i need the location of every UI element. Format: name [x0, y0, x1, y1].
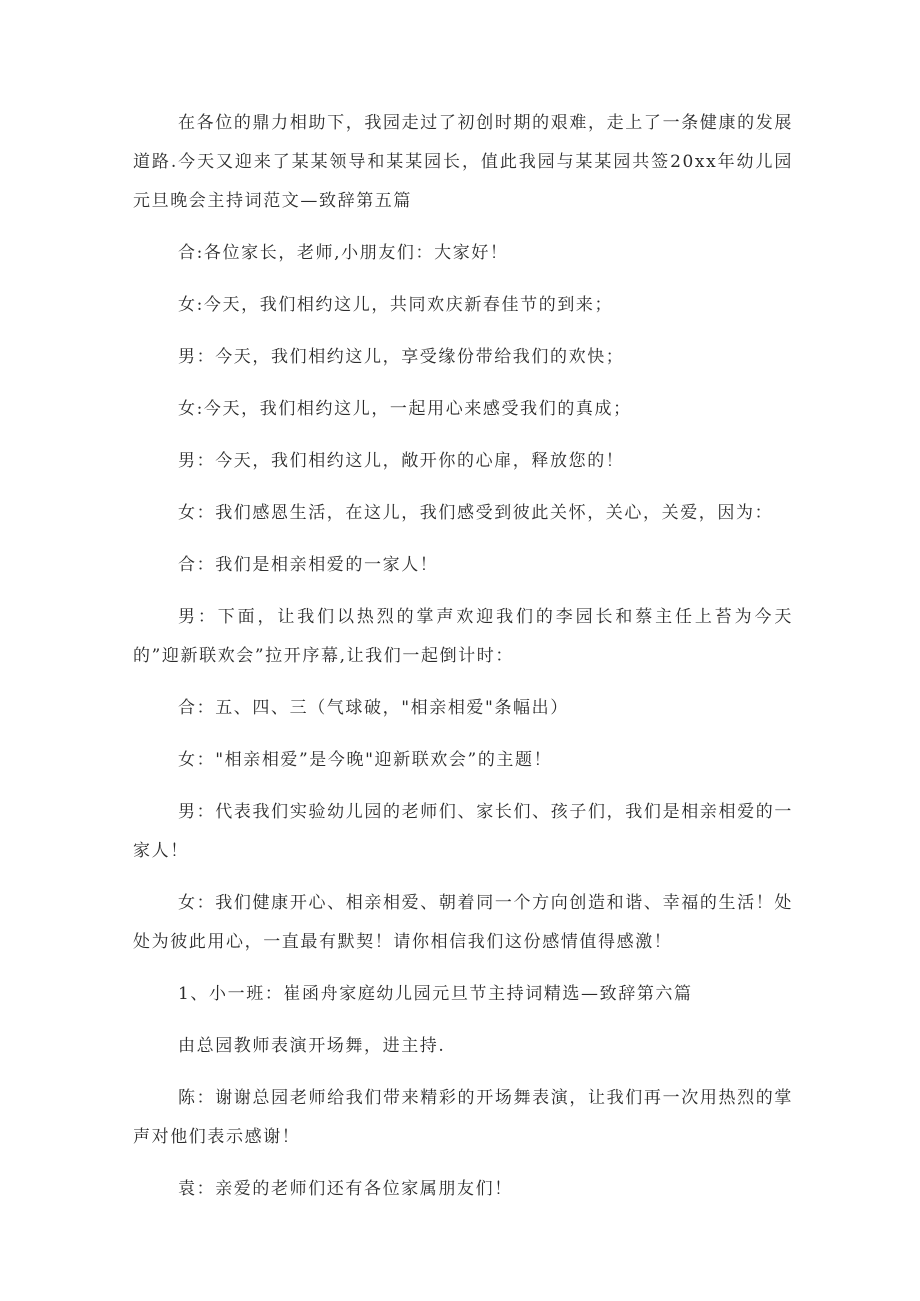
paragraph: 女："相亲相爱”是今晚"迎新联欢会”的主题！ — [178, 750, 553, 770]
paragraph: 在各位的鼎力相助下，我园走过了初创时期的艰难，走上了一条健康的发展道路.今天又迎来了某某领导和某某园长，值此我园与某某园共签20xx年幼儿园元旦晚会主持词范文—致辞第五篇 — [133, 113, 793, 211]
paragraph: 合:各位家长，老师,小朋友们：大家好！ — [178, 243, 509, 263]
paragraph: 袁：亲爱的老师们还有各位家属朋友们！ — [178, 1179, 513, 1199]
paragraph: 陈：谢谢总园老师给我们带来精彩的开场舞表演，让我们再一次用热烈的掌声对他们表示感谢！ — [133, 1088, 793, 1147]
paragraph: 合：五、四、三（气球破，"相亲相爱"条幅出） — [178, 698, 569, 718]
paragraph: 1、小一班：崔函舟家庭幼儿园元旦节主持词精选—致辞第六篇 — [178, 984, 693, 1004]
paragraph: 男：今天，我们相约这儿，敞开你的心扉，释放您的！ — [178, 451, 625, 471]
paragraph: 男：代表我们实验幼儿园的老师们、家长们、孩子们，我们是相亲相爱的一家人！ — [133, 802, 793, 861]
paragraph: 女：我们感恩生活，在这儿，我们感受到彼此关怀，关心，关爱，因为： — [178, 503, 774, 523]
document-body — [133, 104, 793, 1222]
paragraph: 男：下面，让我们以热烈的掌声欢迎我们的李园长和蔡主任上苔为今天的”迎新联欢会”拉开序幕,让我们一起倒计时： — [133, 607, 793, 666]
paragraph: 女:今天，我们相约这儿，共同欢庆新春佳节的到来； — [178, 295, 614, 315]
paragraph: 女：我们健康开心、相亲相爱、朝着同一个方向创造和谐、幸福的生活！处处为彼此用心，一直最有默契！请你相信我们这份感情值得感激！ — [133, 893, 793, 952]
paragraph: 男：今天，我们相约这儿，享受缘份带给我们的欢快； — [178, 347, 625, 367]
paragraph: 合：我们是相亲相爱的一家人！ — [178, 555, 439, 575]
paragraph: 女:今天，我们相约这儿，一起用心来感受我们的真成； — [178, 399, 632, 419]
paragraph: 由总园教师表演开场舞，进主持. — [178, 1036, 446, 1056]
